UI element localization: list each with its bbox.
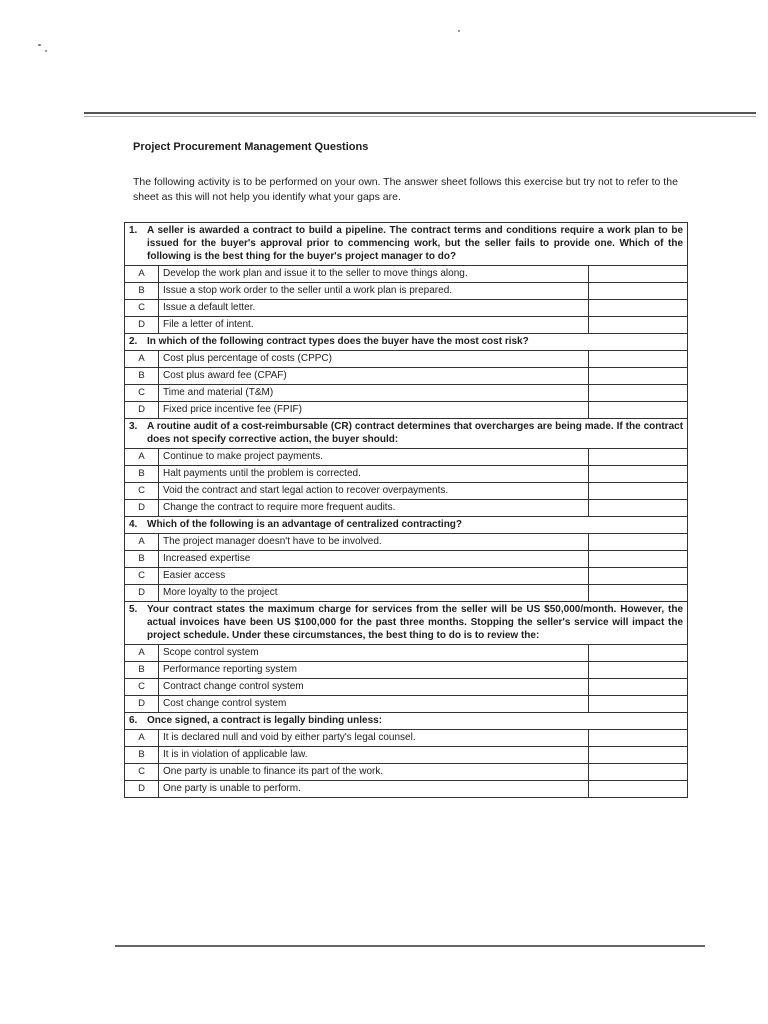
question-wrap bbox=[129, 714, 683, 727]
answer-cell[interactable] bbox=[589, 568, 688, 585]
option-text: Issue a stop work order to the seller until a work plan is prepared. bbox=[159, 283, 589, 300]
answer-cell[interactable] bbox=[589, 351, 688, 368]
answer-cell[interactable] bbox=[589, 402, 688, 419]
answer-cell[interactable] bbox=[589, 781, 688, 798]
question-wrap bbox=[129, 335, 683, 348]
option-letter: A bbox=[125, 534, 159, 551]
answer-cell[interactable] bbox=[589, 764, 688, 781]
question-text: In which of the following contract types does the buyer have the most cost risk? bbox=[147, 336, 529, 347]
header-rule bbox=[84, 112, 756, 114]
option-letter: A bbox=[125, 351, 159, 368]
scan-speck bbox=[458, 30, 460, 32]
option-letter: A bbox=[125, 266, 159, 283]
option-row bbox=[125, 483, 688, 500]
option-text: Change the contract to require more frequent audits. bbox=[159, 500, 589, 517]
option-letter: D bbox=[125, 696, 159, 713]
answer-cell[interactable] bbox=[589, 730, 688, 747]
question-wrap bbox=[129, 224, 683, 263]
question-text: A routine audit of a cost-reimbursable (CR) contract determines that overcharges are being made. If the contract does not specify corrective action, the buyer should: bbox=[147, 421, 684, 445]
option-letter: B bbox=[125, 662, 159, 679]
option-row bbox=[125, 449, 688, 466]
question-table-body bbox=[125, 223, 688, 798]
question-row bbox=[125, 713, 688, 730]
page-title: Project Procurement Management Questions bbox=[133, 141, 369, 153]
answer-cell[interactable] bbox=[589, 466, 688, 483]
option-text: Time and material (T&M) bbox=[159, 385, 589, 402]
question-text: Which of the following is an advantage of centralized contracting? bbox=[147, 519, 463, 530]
option-row bbox=[125, 317, 688, 334]
question-wrap bbox=[129, 518, 683, 531]
option-text: One party is unable to finance its part of the work. bbox=[159, 764, 589, 781]
option-letter: A bbox=[125, 730, 159, 747]
option-letter: C bbox=[125, 764, 159, 781]
option-row bbox=[125, 747, 688, 764]
question-wrap bbox=[129, 603, 683, 642]
option-text: Issue a default letter. bbox=[159, 300, 589, 317]
option-row bbox=[125, 368, 688, 385]
option-letter: D bbox=[125, 585, 159, 602]
option-row bbox=[125, 402, 688, 419]
answer-cell[interactable] bbox=[589, 696, 688, 713]
option-letter: C bbox=[125, 300, 159, 317]
option-letter: D bbox=[125, 402, 159, 419]
option-row bbox=[125, 696, 688, 713]
answer-cell[interactable] bbox=[589, 266, 688, 283]
option-row bbox=[125, 585, 688, 602]
answer-cell[interactable] bbox=[589, 449, 688, 466]
option-row bbox=[125, 534, 688, 551]
question-text: Your contract states the maximum charge for services from the seller will be US $50,000/month. However, the actual invoices have been US $100,000 for the past three months. Stopping the seller's service will impact the project schedule. Under these circumstances, the best thing to do is to review the: bbox=[147, 604, 684, 641]
question-cell bbox=[125, 223, 688, 266]
option-text: Void the contract and start legal action to recover overpayments. bbox=[159, 483, 589, 500]
scan-speck bbox=[45, 50, 47, 52]
option-text: One party is unable to perform. bbox=[159, 781, 589, 798]
answer-cell[interactable] bbox=[589, 385, 688, 402]
question-cell bbox=[125, 334, 688, 351]
option-letter: C bbox=[125, 679, 159, 696]
question-row bbox=[125, 602, 688, 645]
option-row bbox=[125, 300, 688, 317]
scan-speck bbox=[38, 44, 41, 46]
option-text: Easier access bbox=[159, 568, 589, 585]
option-row bbox=[125, 385, 688, 402]
option-text: Scope control system bbox=[159, 645, 589, 662]
answer-cell[interactable] bbox=[589, 679, 688, 696]
answer-cell[interactable] bbox=[589, 534, 688, 551]
option-row bbox=[125, 551, 688, 568]
question-row bbox=[125, 419, 688, 449]
option-row bbox=[125, 568, 688, 585]
answer-cell[interactable] bbox=[589, 483, 688, 500]
question-cell bbox=[125, 419, 688, 449]
question-number: 3. bbox=[129, 421, 138, 432]
option-text: File a letter of intent. bbox=[159, 317, 589, 334]
option-row bbox=[125, 466, 688, 483]
option-letter: C bbox=[125, 568, 159, 585]
option-text: Continue to make project payments. bbox=[159, 449, 589, 466]
option-letter: B bbox=[125, 466, 159, 483]
question-table bbox=[124, 222, 688, 798]
answer-cell[interactable] bbox=[589, 747, 688, 764]
option-text: Fixed price incentive fee (FPIF) bbox=[159, 402, 589, 419]
option-row bbox=[125, 781, 688, 798]
option-letter: B bbox=[125, 747, 159, 764]
option-text: Cost plus award fee (CPAF) bbox=[159, 368, 589, 385]
answer-cell[interactable] bbox=[589, 662, 688, 679]
question-wrap bbox=[129, 420, 683, 446]
question-number: 2. bbox=[129, 336, 138, 347]
question-number: 5. bbox=[129, 604, 138, 615]
option-row bbox=[125, 283, 688, 300]
option-letter: D bbox=[125, 317, 159, 334]
option-text: It is declared null and void by either party's legal counsel. bbox=[159, 730, 589, 747]
option-row bbox=[125, 500, 688, 517]
option-text: Increased expertise bbox=[159, 551, 589, 568]
question-text: A seller is awarded a contract to build a pipeline. The contract terms and conditions require a work plan to be issued for the buyer's approval prior to commencing work, but the seller fails to provide one. Which of the following is the best thing for the buyer's project manager to do? bbox=[147, 225, 684, 262]
question-cell bbox=[125, 713, 688, 730]
option-letter: B bbox=[125, 368, 159, 385]
option-text: The project manager doesn't have to be involved. bbox=[159, 534, 589, 551]
option-row bbox=[125, 679, 688, 696]
answer-cell[interactable] bbox=[589, 551, 688, 568]
question-cell bbox=[125, 602, 688, 645]
answer-cell[interactable] bbox=[589, 283, 688, 300]
option-letter: B bbox=[125, 551, 159, 568]
option-text: Performance reporting system bbox=[159, 662, 589, 679]
question-number: 6. bbox=[129, 715, 138, 726]
option-letter: C bbox=[125, 385, 159, 402]
option-row bbox=[125, 764, 688, 781]
option-row bbox=[125, 730, 688, 747]
option-text: More loyalty to the project bbox=[159, 585, 589, 602]
question-number: 4. bbox=[129, 519, 138, 530]
option-letter: D bbox=[125, 500, 159, 517]
answer-cell[interactable] bbox=[589, 645, 688, 662]
option-letter: A bbox=[125, 449, 159, 466]
answer-cell[interactable] bbox=[589, 585, 688, 602]
option-letter: A bbox=[125, 645, 159, 662]
option-text: Cost change control system bbox=[159, 696, 589, 713]
question-number: 1. bbox=[129, 225, 138, 236]
question-row bbox=[125, 223, 688, 266]
question-row bbox=[125, 334, 688, 351]
option-row bbox=[125, 351, 688, 368]
question-text: Once signed, a contract is legally binding unless: bbox=[147, 715, 383, 726]
header-rule-thin bbox=[84, 116, 756, 117]
option-row bbox=[125, 266, 688, 283]
intro-paragraph: The following activity is to be performed on your own. The answer sheet follows this exercise but try not to refer to the sheet as this will not help you identify what your gaps are. bbox=[133, 176, 678, 203]
answer-cell[interactable] bbox=[589, 300, 688, 317]
option-text: Cost plus percentage of costs (CPPC) bbox=[159, 351, 589, 368]
option-row bbox=[125, 662, 688, 679]
option-letter: B bbox=[125, 283, 159, 300]
option-letter: D bbox=[125, 781, 159, 798]
option-text: It is in violation of applicable law. bbox=[159, 747, 589, 764]
option-text: Halt payments until the problem is corrected. bbox=[159, 466, 589, 483]
question-cell bbox=[125, 517, 688, 534]
answer-cell[interactable] bbox=[589, 368, 688, 385]
footer-rule bbox=[115, 945, 705, 947]
option-row bbox=[125, 645, 688, 662]
option-text: Develop the work plan and issue it to the seller to move things along. bbox=[159, 266, 589, 283]
question-row bbox=[125, 517, 688, 534]
option-text: Contract change control system bbox=[159, 679, 589, 696]
answer-cell[interactable] bbox=[589, 317, 688, 334]
option-letter: C bbox=[125, 483, 159, 500]
answer-cell[interactable] bbox=[589, 500, 688, 517]
